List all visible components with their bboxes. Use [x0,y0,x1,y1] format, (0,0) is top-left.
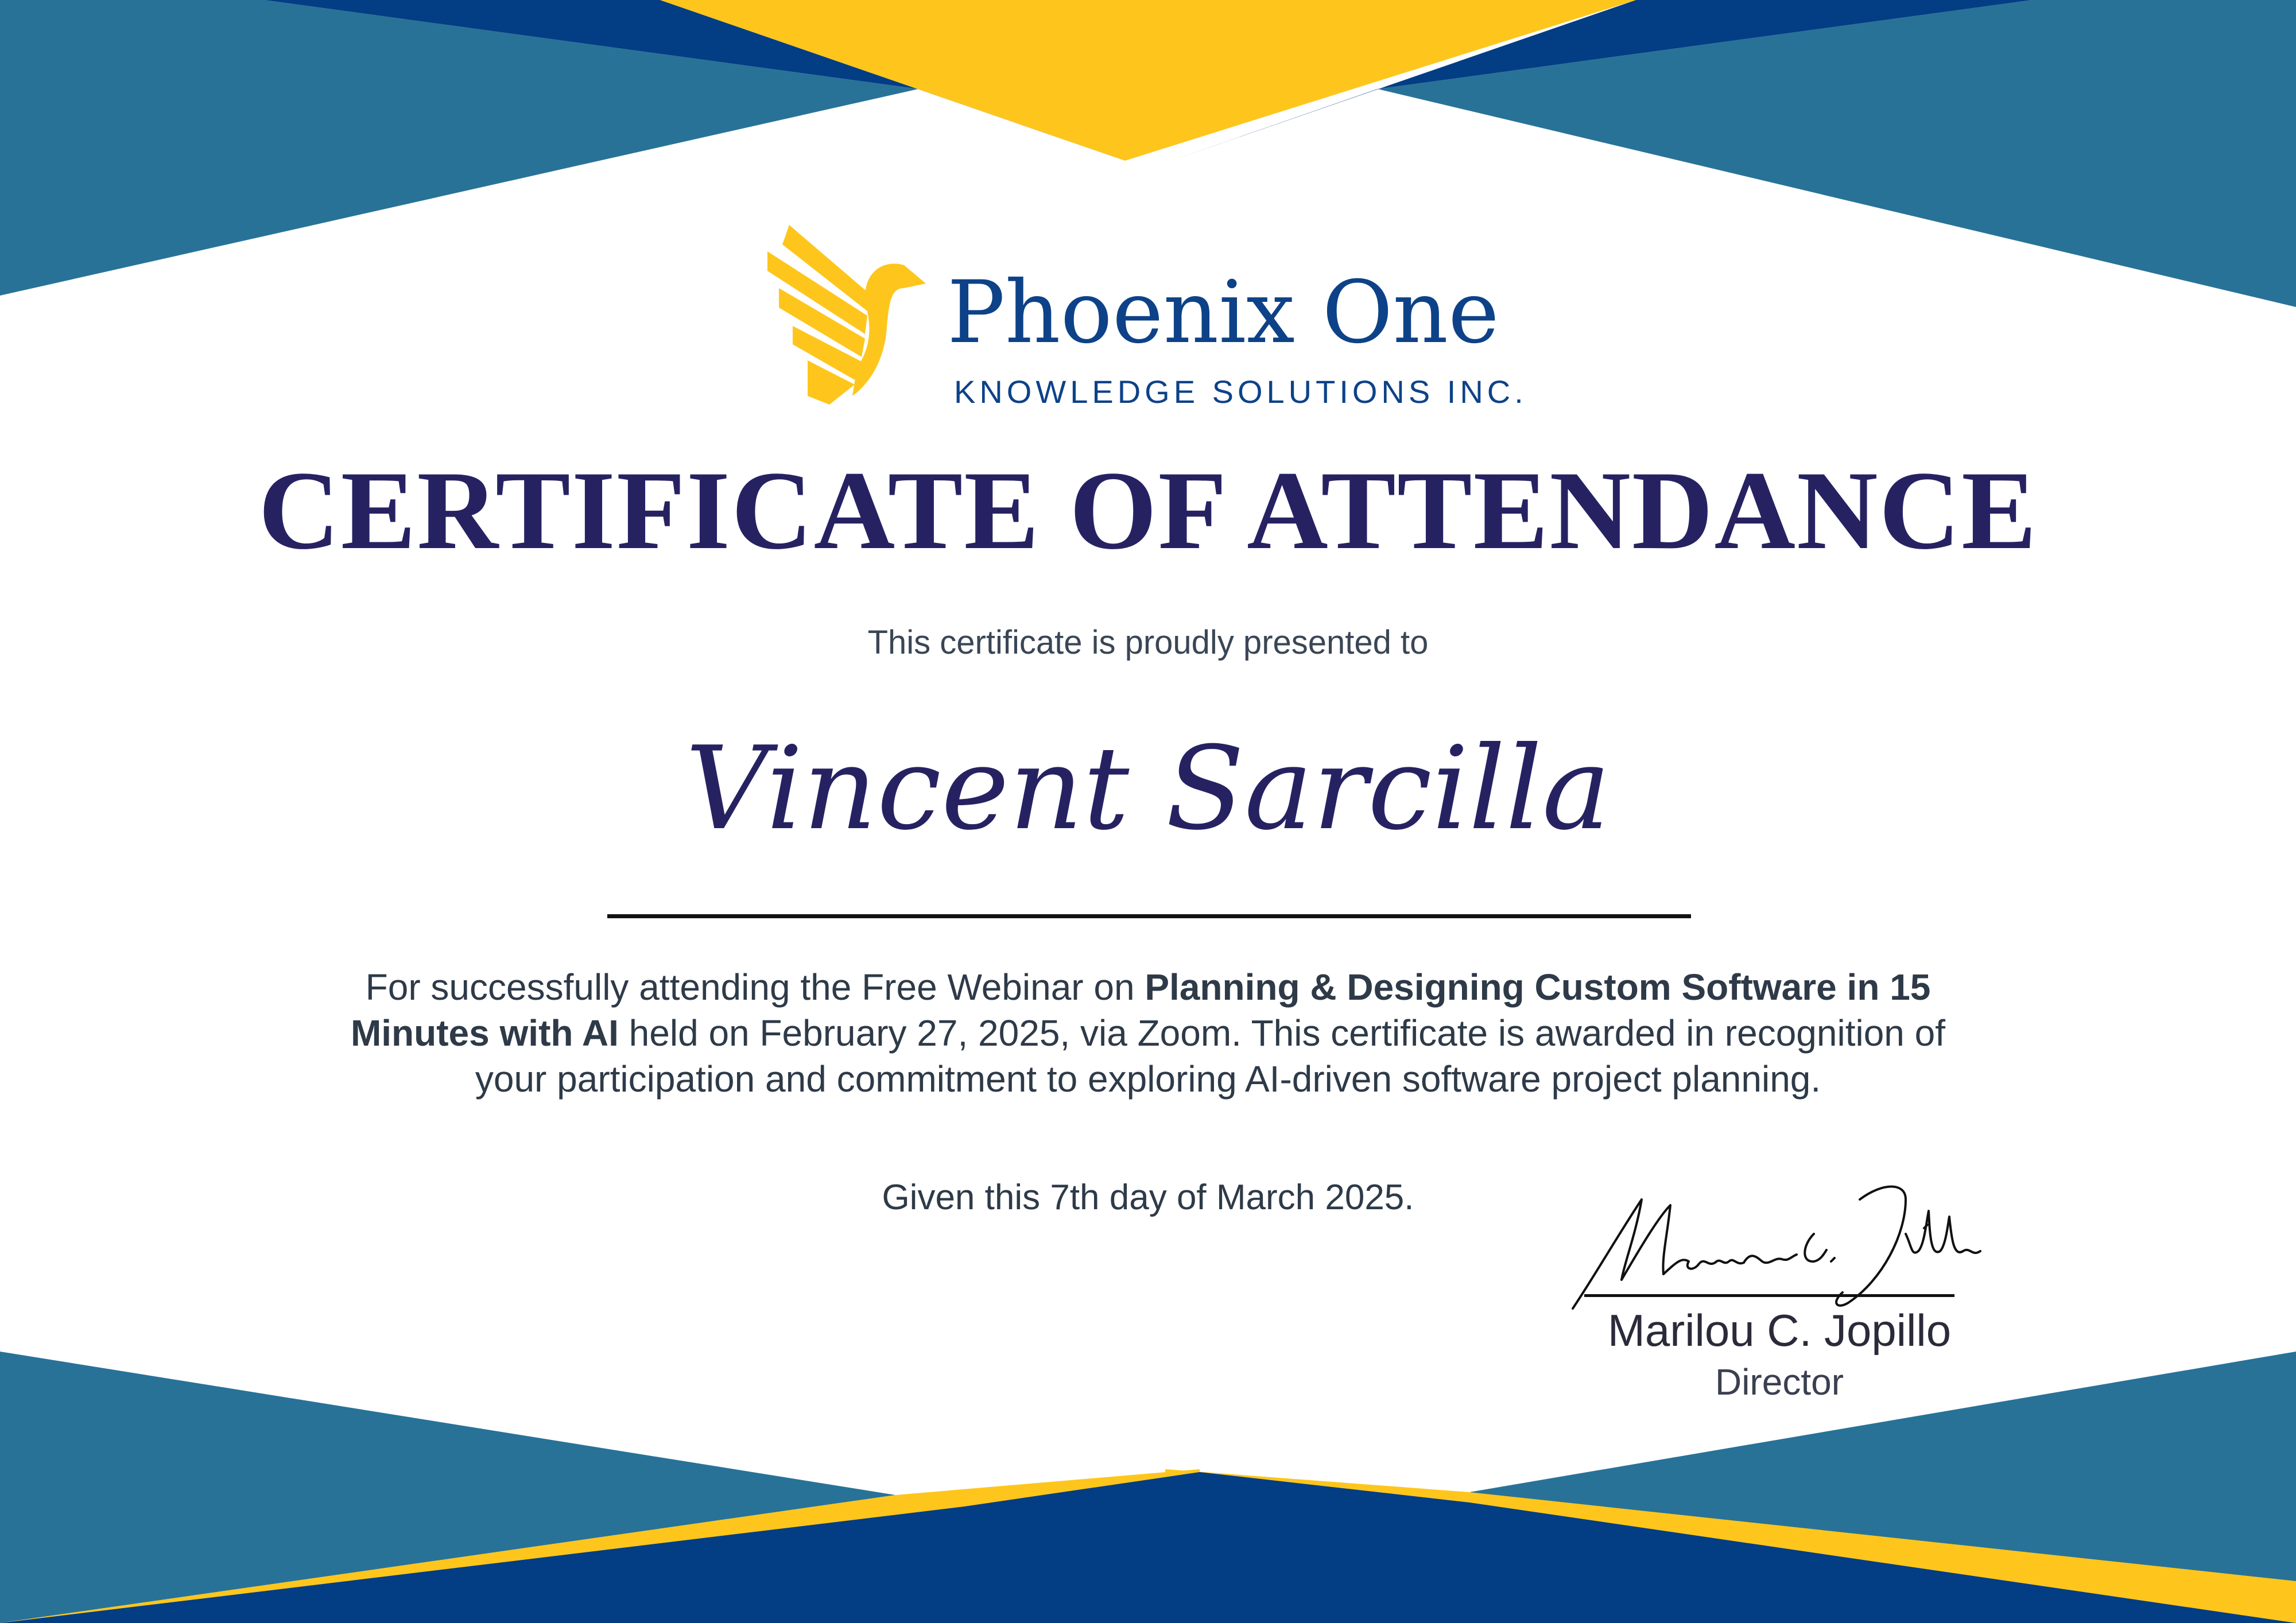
signatory-title: Director [1715,1361,1844,1403]
event-title: Planning & Designing Custom Software in 15 Minutes with AI [350,966,1931,1054]
recipient-name: Vincent Sarcilla [685,722,1611,856]
body-intro: For successfully attending the Free Webinar on [365,966,1145,1008]
signature-mark [1561,1165,2003,1314]
phoenix-bird-icon [766,224,933,405]
certificate-title: CERTIFICATE OF ATTENDANCE [258,448,2038,573]
organization-name: Phoenix One [947,263,1499,363]
signature-line [1584,1294,1954,1297]
presented-to-text: This certificate is proudly presented to [867,624,1429,661]
certificate-body [321,964,1975,1102]
organization-subtitle: KNOWLEDGE SOLUTIONS INC. [954,374,1527,410]
signatory-name: Marilou C. Jopillo [1607,1305,1952,1356]
given-date-text: Given this 7th day of March 2025. [882,1178,1414,1217]
body-details: held on February 27, 2025, via Zoom. This certificate is awarded in recognition of your participation and commitment to exploring AI-driven software project planning. [475,1012,1946,1100]
recipient-underline [607,914,1691,918]
